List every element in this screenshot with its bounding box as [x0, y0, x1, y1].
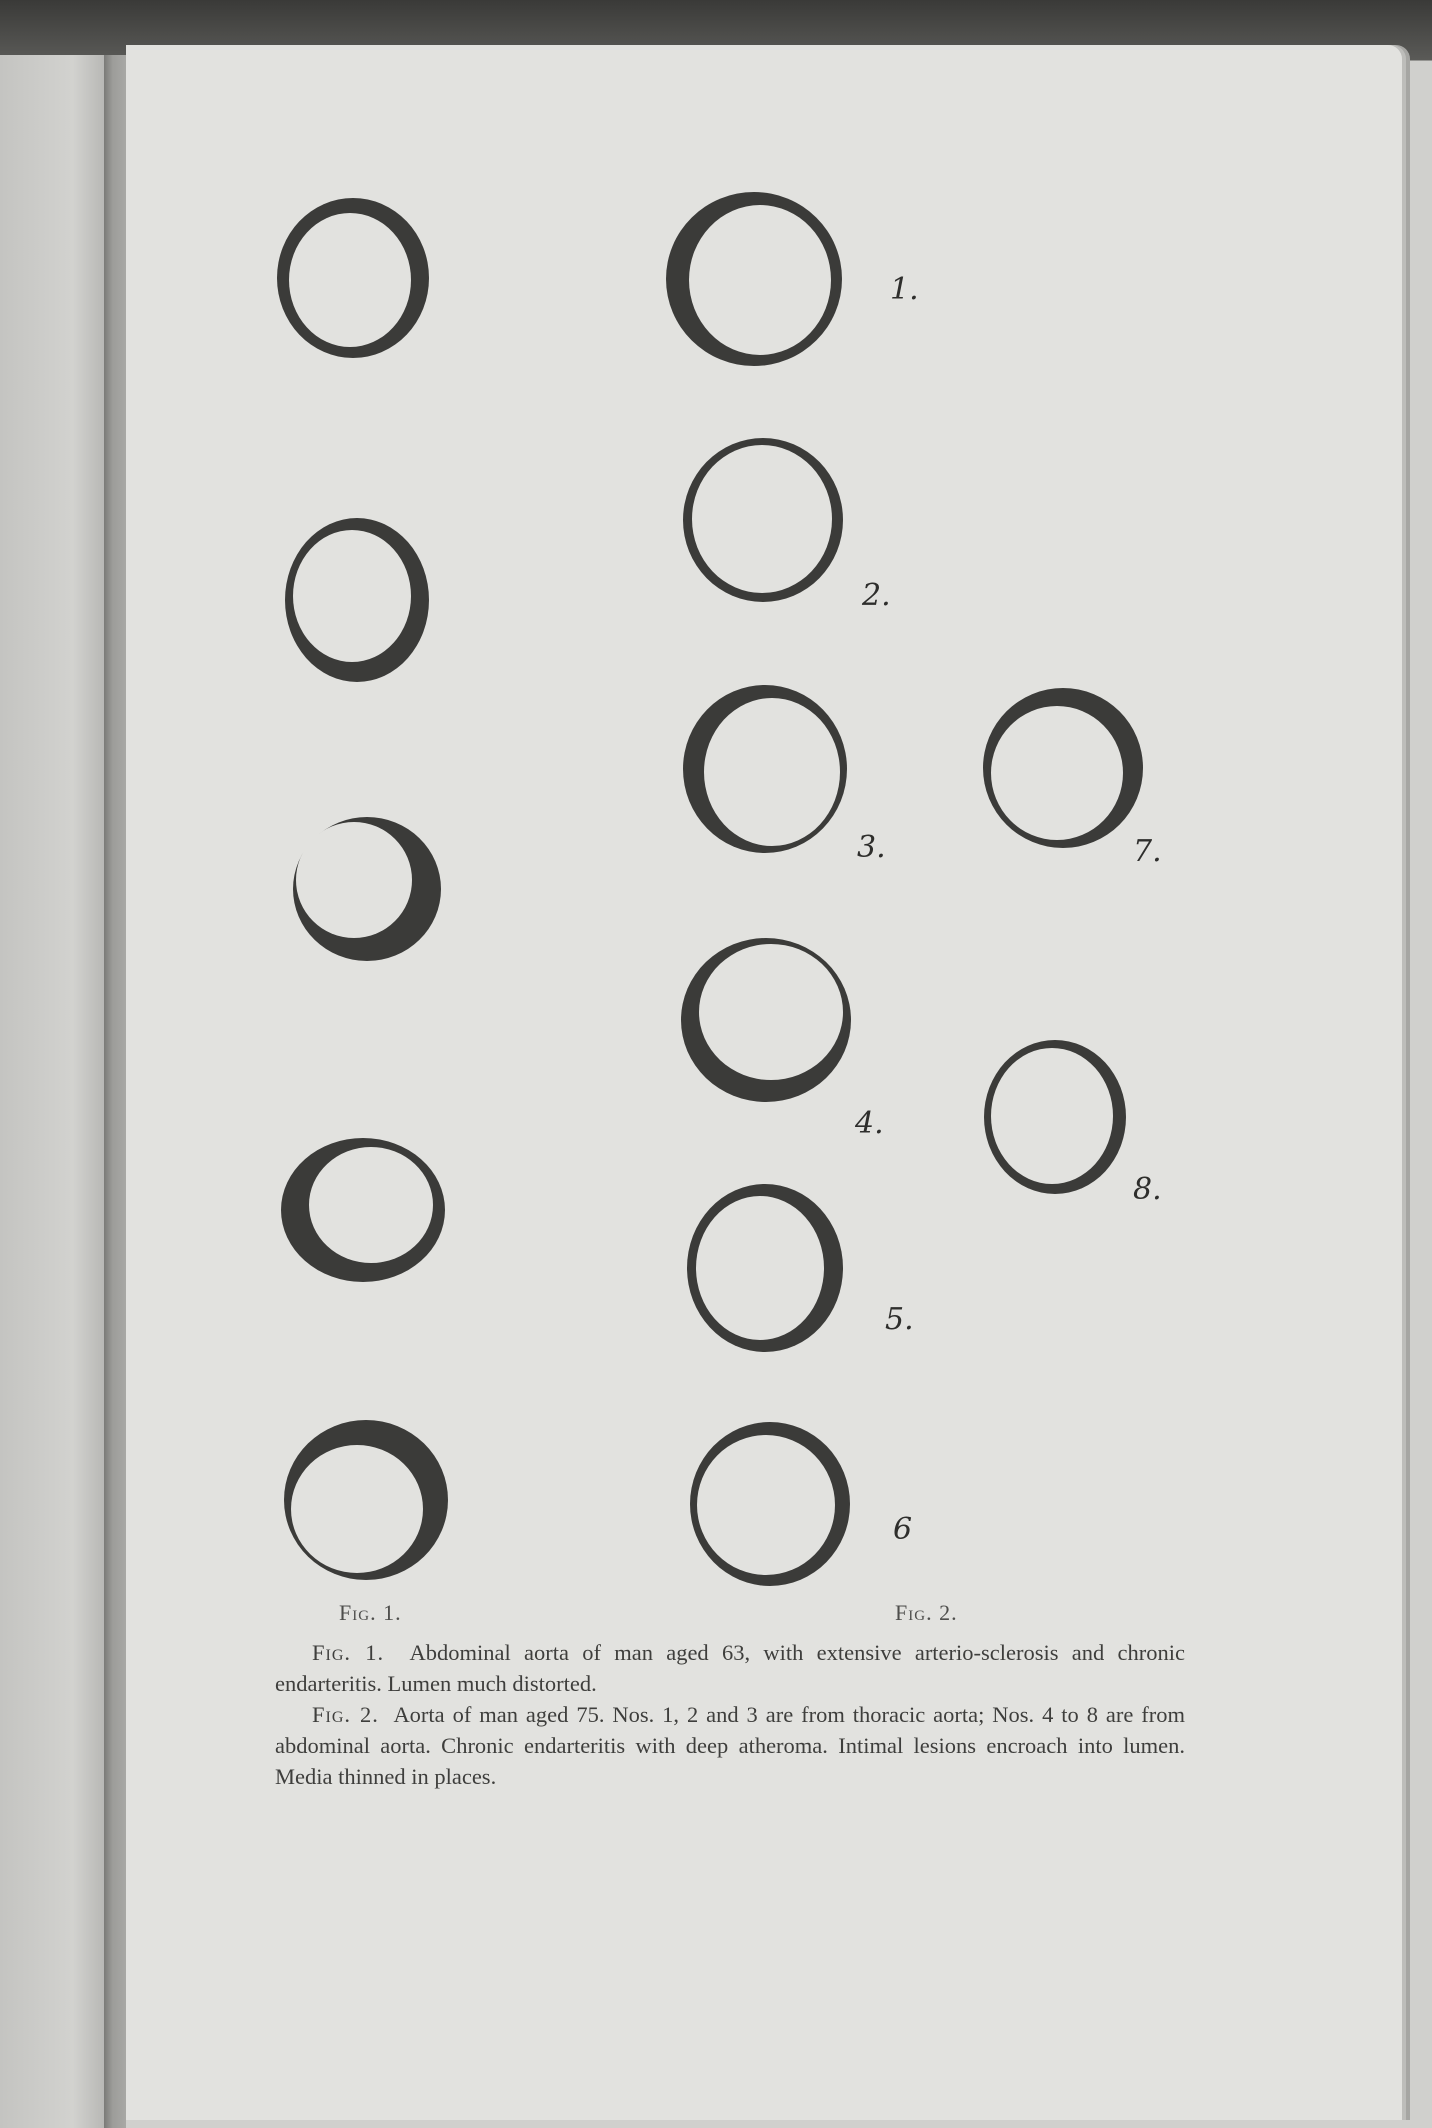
fig2-section-3	[683, 685, 847, 853]
fig2-number-8: 8.	[1133, 1172, 1162, 1207]
fig1-caption-text: Abdominal aorta of man aged 63, with extensive arterio-sclerosis and chronic endarteritis. Lumen much distorted.	[275, 1640, 1185, 1696]
fig1-sections	[277, 198, 448, 1580]
fig2-section-2	[683, 438, 843, 602]
fig2-number-1: 1.	[890, 272, 919, 307]
fig2-number-6: 6	[893, 1512, 913, 1547]
fig2-caption-prefix: Fig. 2.	[312, 1702, 379, 1727]
fig2-number-3: 3.	[857, 830, 886, 865]
fig2-caption	[275, 1699, 1185, 1792]
fig2-label: Fig. 2.	[895, 1600, 958, 1625]
fig2-section-1	[666, 192, 842, 366]
fig1-caption	[275, 1637, 1185, 1699]
fig1-section-3	[293, 817, 441, 961]
fig2-section-8	[984, 1040, 1126, 1194]
fig2-section-4	[681, 938, 851, 1102]
figure-captions	[275, 1637, 1185, 1792]
fig2-number-7: 7.	[1133, 834, 1162, 869]
fig2-sections	[666, 192, 1143, 1586]
fig1-caption-prefix: Fig. 1.	[312, 1640, 385, 1665]
fig2-section-7	[983, 688, 1143, 848]
fig1-section-5	[284, 1420, 448, 1580]
fig1-section-4	[281, 1138, 445, 1282]
fig2-number-5: 5.	[885, 1302, 914, 1337]
fig2-number-2: 2.	[862, 578, 891, 613]
fig2-number-4: 4.	[855, 1106, 884, 1141]
fig1-section-1	[277, 198, 429, 358]
fig1-section-2	[285, 518, 429, 682]
fig2-caption-text: Aorta of man aged 75. Nos. 1, 2 and 3 are from thoracic aorta; Nos. 4 to 8 are from abdominal aorta. Chronic endarteritis with deep atheroma. Intimal lesions encroach into lumen. Media thinned in places.	[275, 1702, 1185, 1789]
fig2-section-5	[687, 1184, 843, 1352]
fig2-section-6	[690, 1422, 850, 1586]
fig1-label: Fig. 1.	[339, 1600, 402, 1625]
